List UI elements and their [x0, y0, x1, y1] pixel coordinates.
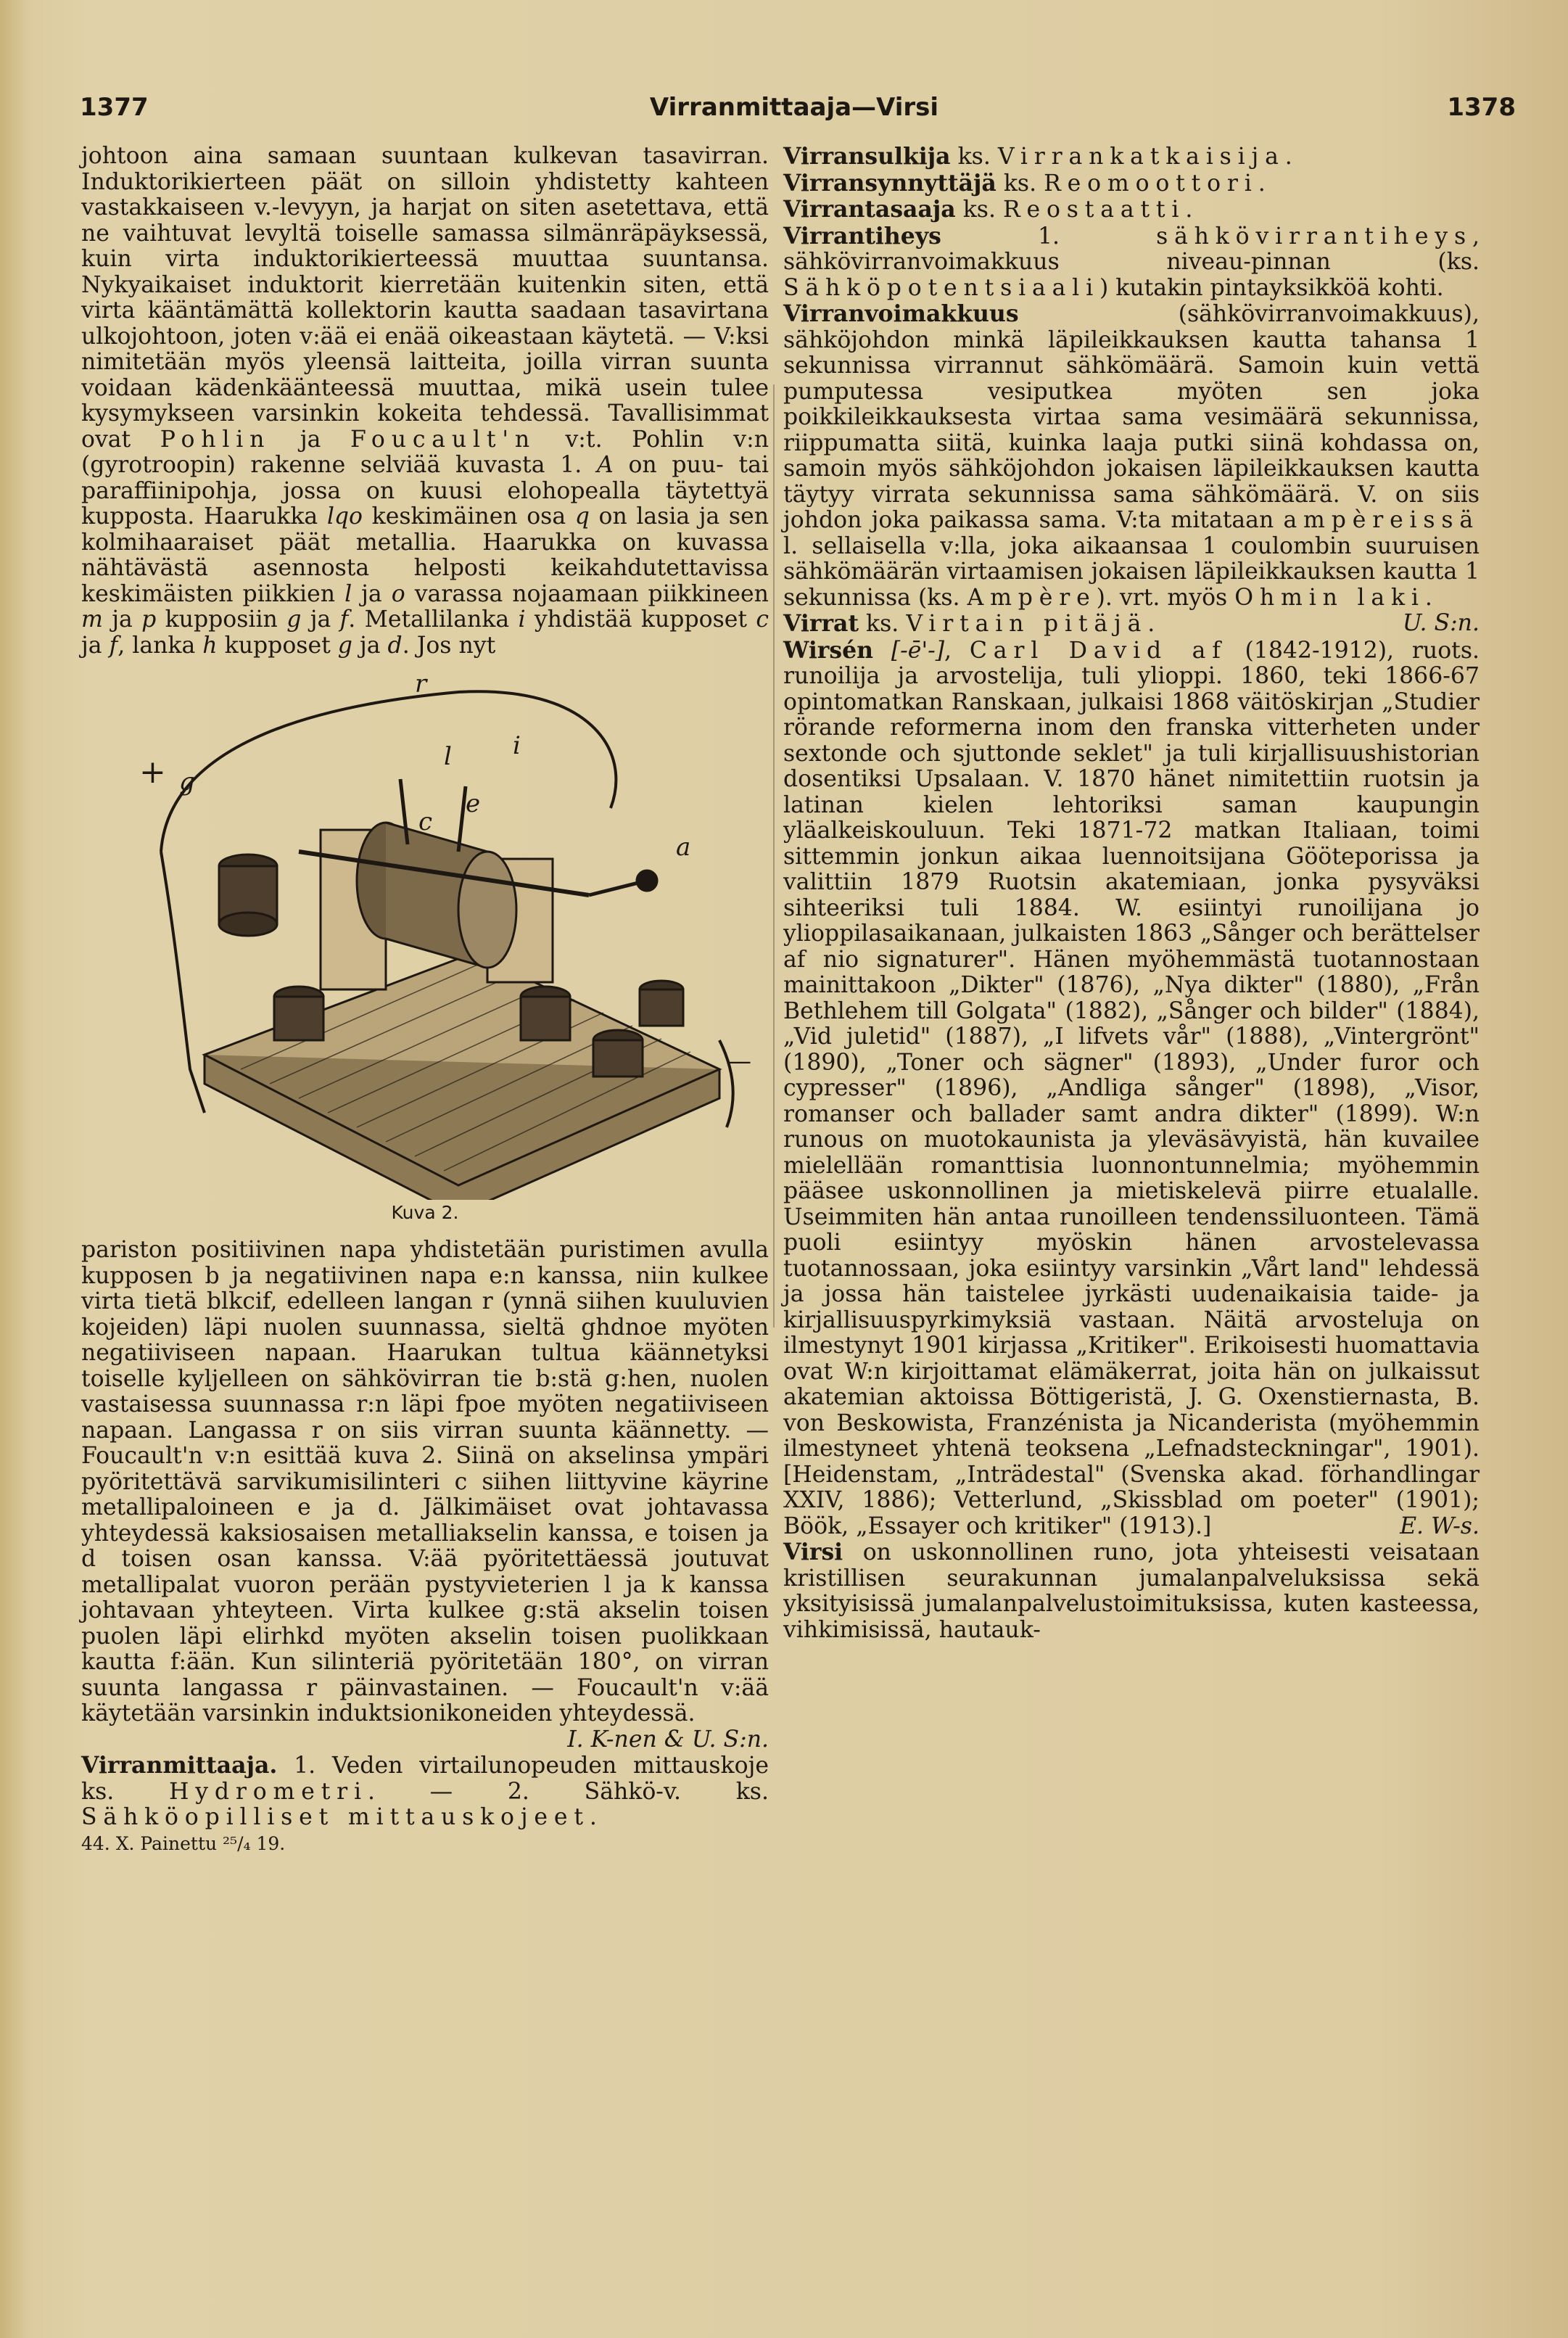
author-signature: I. K-nen & U. S:n.: [567, 1726, 769, 1753]
figure-label: e: [466, 789, 481, 818]
right-column: [783, 144, 1480, 1643]
dictionary-entry: Virsi on uskonnollinen runo, jota yhteisesti veisataan kristillisen seurakunnan jumalanpalveluksissa sekä yksityisissä jumalanpalvelustoimituksissa, kuten kasteessa, vihkimisissä, hautauk-: [783, 1539, 1480, 1643]
page-header: [73, 93, 1516, 131]
page-number-left: 1377: [80, 93, 149, 122]
paragraph: pariston positiivinen napa yhdistetään puristimen avulla kupposen b ja negatiivinen napa e:n kanssa, niin kulkee virta tietä blkcif, edelleen langan r (ynnä siihen kuuluvien kojeiden) läpi nuolen suunnassa, sieltä ghdnoe myöten negatiiviseen napaan. Haarukan tultua käännetyksi toiselle kyljelleen on sähkövirran tie b:stä g:hen, nuolen vastaisessa suunnassa r:n läpi fpoe myöten negatiiviseen napaan. Langassa r on siis virran suunta käännetty. — Foucault'n v:n esittää kuva 2. Siinä on akselinsa ympäri pyöritettävä sarvikumisilinteri c siihen liittyvine käyrine metallipaloineen e ja d. Jälkimäiset ovat johtavassa yhteydessä kaksiosaisen metalliakselin kanssa, e toisen ja d toisen osan kanssa. V:ää pyöritettäessä joutuvat metallipalat vuoron perään pystyvieterien l ja k kanssa johtavaan yhteyteen. Virta kulkee g:stä akselin toisen puolen läpi elirhkd myöten akselin toisen puolikkaan kautta f:ään. Kun silinteriä pyöritetään 180°, on virran suunta langassa r päinvastainen. — Foucault'n v:ää käytetään varsinkin induktsionikoneiden yhteydessä.: [81, 1237, 769, 1726]
figure-label: —: [727, 1047, 751, 1076]
figure-commutator-illustration: [81, 663, 769, 1235]
running-title: Virranmittaaja—Virsi: [649, 93, 939, 122]
print-footer: 44. X. Painettu ²⁵/₄ 19.: [81, 1832, 286, 1854]
dictionary-entry: Virransynnyttäjä ks. Reomoottori.: [783, 169, 1266, 197]
dictionary-entry: Virrat ks. Virtain pitäjä.: [783, 610, 1155, 637]
figure-label: a: [676, 833, 691, 862]
figure-label: i: [513, 731, 521, 760]
author-signature: E. W-s.: [1400, 1512, 1480, 1539]
left-column: [81, 144, 769, 1856]
figure-label: g: [179, 767, 195, 797]
dictionary-entry: Virranvoimakkuus (sähkövirranvoimakkuus), sähköjohdon minkä läpileikkauksen kautta tahansa 1 sekunnissa virrannut sähkömäärä. Samoin kuin vettä pumputessa vesiputkea myöten sen joka poikkileikkauksesta virtaa sama vesimäärä sekunnissa, riippumatta siitä, kuinka laaja putki siinä kohdassa on, samoin myös sähköjohdon jokaisen läpileikkauksen kautta täytyy virrata sekunnissa sama sähkömäärä. V. on siis johdon joka paikassa sama. V:ta mitataan ampèreissä l. sellaisella v:lla, joka aikaansaa 1 coulombin suuruisen sähkömäärän virtaamisen jokaisen läpileikkauksen kautta 1 sekunnissa (ks. Ampère). vrt. myös Ohmin laki. U. S:n.: [783, 300, 1480, 636]
figure-label: c: [418, 807, 433, 836]
commutator-drawing: [81, 663, 769, 1200]
page-number-right: 1378: [1447, 93, 1516, 122]
dictionary-entry: Virransulkija ks. Virrankatkaisija.: [783, 143, 1292, 170]
dictionary-entry: Virrantasaaja ks. Reostaatti.: [783, 196, 1193, 223]
figure-label: l: [444, 742, 452, 771]
figure-label: +: [139, 754, 166, 791]
dictionary-entry: Virrantiheys 1. sähkövirrantiheys, sähkövirranvoimakkuus niveau-pinnan (ks. Sähköpotentsiaali) kutakin pintayksikköä kohti.: [783, 222, 1480, 301]
column-divider: [773, 384, 775, 1328]
dictionary-entry: Wirsén [-ē'-], Carl David af (1842-1912), ruots. runoilija ja arvostelija, tuli ylioppi. 1860, teki 1866-67 opintomatkan Ranskaan, julkaisi 1868 väitöskirjan „Studier rörande reformerna inom den franska vitterheten under sextonde och sjuttonde seklet" ja tuli kirjallisuushistorian dosentiksi Upsalaan. V. 1870 hänet nimitettiin ruotsin ja latinan kielen lehtoriksi saman kaupungin yläalkeiskouluun. Teki 1871-72 matkan Italiaan, toimi sittemmin jonkun aikaa luennoitsijana Gööteporissa ja valittiin 1879 Ruotsin akatemiaan, jonka pysyväksi sihteeriksi tuli 1884. W. esiintyi runoilijana jo ylioppilasaikanaan, julkaisten 1863 „Sånger och berättelser af nio signaturer". Hänen myöhemmästä tuotannostaan mainittakoon „Dikter" (1876), „Nya dikter" (1880), „Från Bethlehem till Golgata" (1882), „Sånger och bilder" (1884), „Vid juletid" (1887), „I lifvets vår" (1888), „Vintergrönt" (1890), „Toner och sägner" (1893), „Under furor och cypresser" (1896), „Andliga sånger" (1898), „Visor, romanser och ballader samt andra dikter" (1899). W:n runous on muotokaunista ja yleväsävyistä, hän kuvailee mielellään romanttisia luonnontunnelmia; myöhemmin pääsee uskonnollinen ja mietiskelevä piirre etualalle. Useimmiten hän antaa runoilleen tendenssiluonteen. Tämä puoli esiintyy myöskin hänen arvostelevassa tuotannossaan, joka esiintyy varsinkin „Vårt land" lehdessä ja jossa hän taistelee jyrkästi uudenaikaisia taide- ja kirjallisuuspyrkimyksiä vastaan. Näitä arvosteluja on ilmestynyt 1901 kirjassa „Kritiker". Erikoisesti huomattavia ovat W:n kirjoittamat elämäkerrat, joita hän on julkaissut akatemian aktoissa Böttigeristä, J. G. Oxenstiernasta, B. von Beskowista, Franzénista ja Nicanderista (myöhemmin ilmestyneet yhtenä teoksena „Lefnadsteckningar", 1901). [Heidenstam, „Inträdestal" (Svenska akad. förhandlingar XXIV, 1886); Vetterlund, „Skissblad om poeter" (1901); Böök, „Essayer och kritiker" (1913).] E. W-s.: [783, 636, 1480, 1539]
dictionary-entry: Virranmittaaja. 1. Veden virtailunopeuden mittauskoje ks. Hydrometri. — 2. Sähkö-v. ks. Sähköopilliset mittauskojeet.: [81, 1752, 769, 1830]
author-signature: U. S:n.: [1402, 610, 1480, 636]
paragraph: johtoon aina samaan suuntaan kulkevan tasavirran. Induktorikierteen päät on silloin yhdistetty kahteen vastakkaiseen v.-levyyn, ja harjat on siten asetettava, että ne vaihtuvat levyltä toiselle samassa silmänräpäyksessä, kuin virta induktorikierteessä muuttaa suuntansa. Nykyaikaiset induktorit kierretään kuitenkin siten, että virta kääntämättä kollektorin kautta saadaan tasavirtana ulkojohtoon, joten v:ää ei enää oikeastaan käytetä. — V:ksi nimitetään myös yleensä laitteita, joilla virran suunta voidaan kädenkäänteessä muuttaa, mikä usein tulee kysymykseen varsinkin kokeita tehdessä. Tavallisimmat ovat Pohlin ja Foucault'n v:t. Pohlin v:n (gyrotroopin) rakenne selviää kuvasta 1. A on puu- tai paraffiinipohja, jossa on kuusi elohopealla täytettyä kupposta. Haarukka lqo keskimäinen osa q on lasia ja sen kolmihaaraiset päät metallia. Haarukka on kuvassa nähtävästä asennosta helposti keikahdutettavissa keskimäisten piikkien l ja o varassa nojaamaan piikkineen m ja p kupposiin g ja f. Metallilanka i yhdistää kupposet c ja f, lanka h kupposet g ja d. Jos nyt: [81, 143, 769, 659]
figure-label: r: [415, 670, 427, 699]
figure-caption: Kuva 2.: [391, 1202, 459, 1223]
